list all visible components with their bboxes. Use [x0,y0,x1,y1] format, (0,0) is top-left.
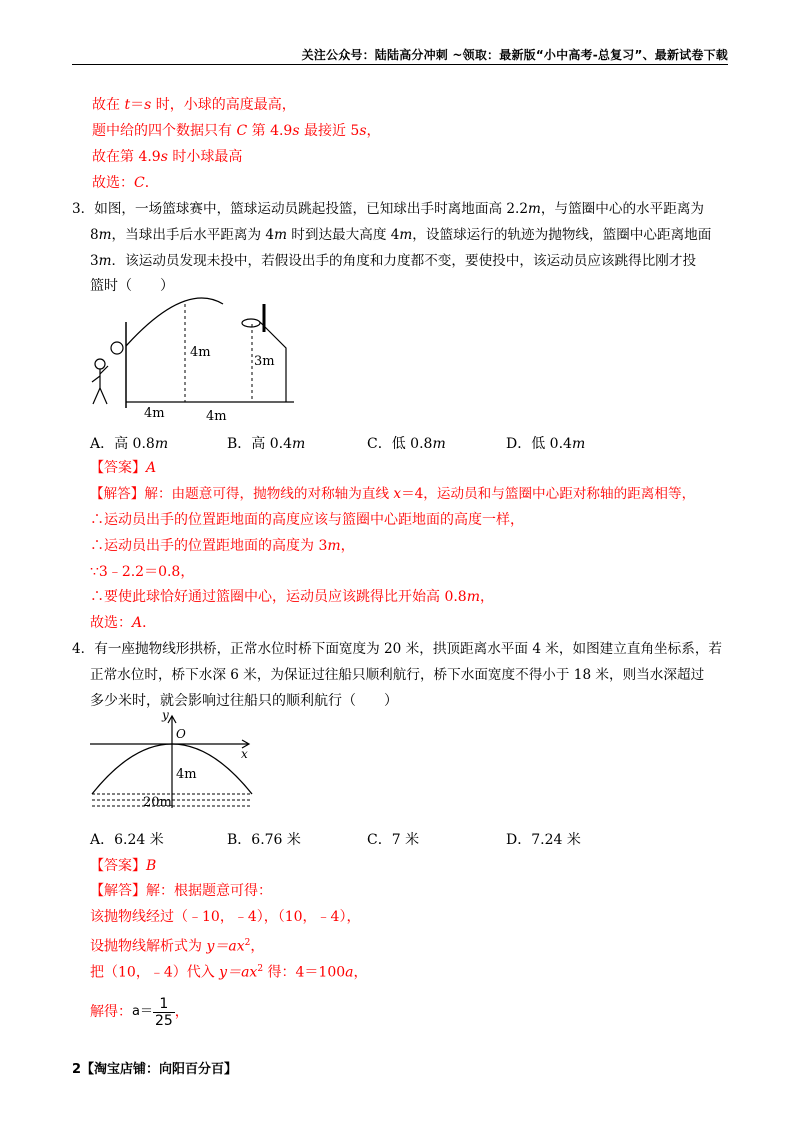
q3-stem-line-4: 篮时（ ） [90,278,174,294]
label-4m-height: 4m [190,345,211,360]
ball [111,342,123,354]
label-20m: 20m [143,795,172,810]
q4-solution-line-2: 该抛物线经过（﹣10，﹣4），（10，﹣4）， [90,909,361,925]
q3-solution-line-1: 【解答】解：由题意可得，抛物线的对称轴为直线 x＝4，运动员和与篮圈中心距对称轴的距离相等， [90,486,696,502]
trajectory-parabola [126,298,223,346]
q3-stem-line-3: 3m．该运动员发现未投中，若假设出手的角度和力度都不变，要使投中，该运动员应该跳得比刚才投 [90,253,697,269]
q4-stem-line-2: 正常水位时，桥下水深 6 米，为保证过往船只顺利航行，桥下水面宽度不得小于 18 米，则当水深超过 [90,667,705,683]
q3-stem-line-1: 3．如图，一场篮球赛中，篮球运动员跳起投篮，已知球出手时离地面高 2.2m，与篮圈中心的水平距离为 [72,201,705,217]
q4-bridge-figure [88,708,263,820]
q3-stem-line-2: 8m，当球出手后水平距离为 4m 时到达最大高度 4m，设篮球运行的轨迹为抛物线，篮圈中心距离地面 [90,227,712,243]
q4-solution-line-4: 把（10，﹣4）代入 $y=ax^2$ 得：4＝100a， [90,964,368,981]
prev-solution-line-3: 故在第 4.9s 时小球最高 [92,149,243,165]
prev-solution-line-2: 题中给的四个数据只有 C 第 4.9s 最接近 5s， [92,123,381,139]
q3-answer: 【答案】A [90,460,157,476]
q4-option-a: A．6.24 米 [90,832,164,848]
q4-stem-line-3: 多少米时，就会影响过往船只的顺利航行（ ） [90,693,398,709]
x-axis-label: x [241,747,248,761]
q4-option-b: B．6.76 米 [227,832,301,848]
label-4m-bottom-1: 4m [144,406,165,421]
q4-stem-line-1: 4．有一座抛物线形拱桥，正常水位时桥下面宽度为 20 米，拱顶距离水平面 4 米，如图建立直角坐标系，若 [72,641,723,657]
q3-option-b: B．高 0.4m [227,436,306,452]
q3-option-a: A．高 0.8m [90,436,169,452]
q3-option-d: D．低 0.4m [506,436,586,452]
q3-basketball-figure [88,296,298,424]
page-header: 关注公众号：陆陆高分冲刺 ~领取：最新版“小中高考-总复习”、最新试卷下载 [301,48,728,62]
q3-solution-line-6: 故选：A． [90,615,157,631]
page-footer: 2【淘宝店铺：向阳百分百】 [72,1062,238,1077]
q3-solution-line-3: ∴运动员出手的位置距地面的高度为 3m， [90,538,355,554]
q3-solution-line-4: ∵3﹣2.2＝0.8， [90,564,195,580]
q4-solution-line-1: 【解答】解：根据题意可得： [90,883,272,899]
q3-option-c: C．低 0.8m [367,436,446,452]
q4-option-d: D．7.24 米 [506,832,581,848]
hoop-ring [242,319,260,327]
fraction-lhs: a＝ [132,1004,153,1019]
prev-solution-line-4: 故选：C． [92,175,159,191]
q4-answer: 【答案】B [90,858,157,874]
label-4m-bottom-2: 4m [206,409,227,424]
fraction-1-over-25: $\frac{1}{25}$ [154,995,173,1029]
q3-solution-line-5: ∴要使此球恰好通过篮圈中心，运动员应该跳得比开始高 0.8m， [90,589,494,605]
origin-label: O [176,727,186,741]
label-4m: 4m [176,767,197,782]
player-figure [92,359,108,404]
header-rule [72,64,728,65]
q3-solution-line-2: ∴运动员出手的位置距地面的高度应该与篮圈中心距地面的高度一样， [90,512,524,528]
q4-solution-line-3: 设抛物线解析式为 $y=ax^2$， [90,938,265,955]
q4-option-c: C．7 米 [367,832,420,848]
label-3m-height: 3m [254,354,275,369]
prev-solution-line-1: 故在 t＝s 时，小球的高度最高， [92,97,296,113]
y-axis-label: y [162,708,169,722]
q4-solution-line-5: 解得：a＝ $\frac{1}{25}$ ， [90,995,189,1029]
